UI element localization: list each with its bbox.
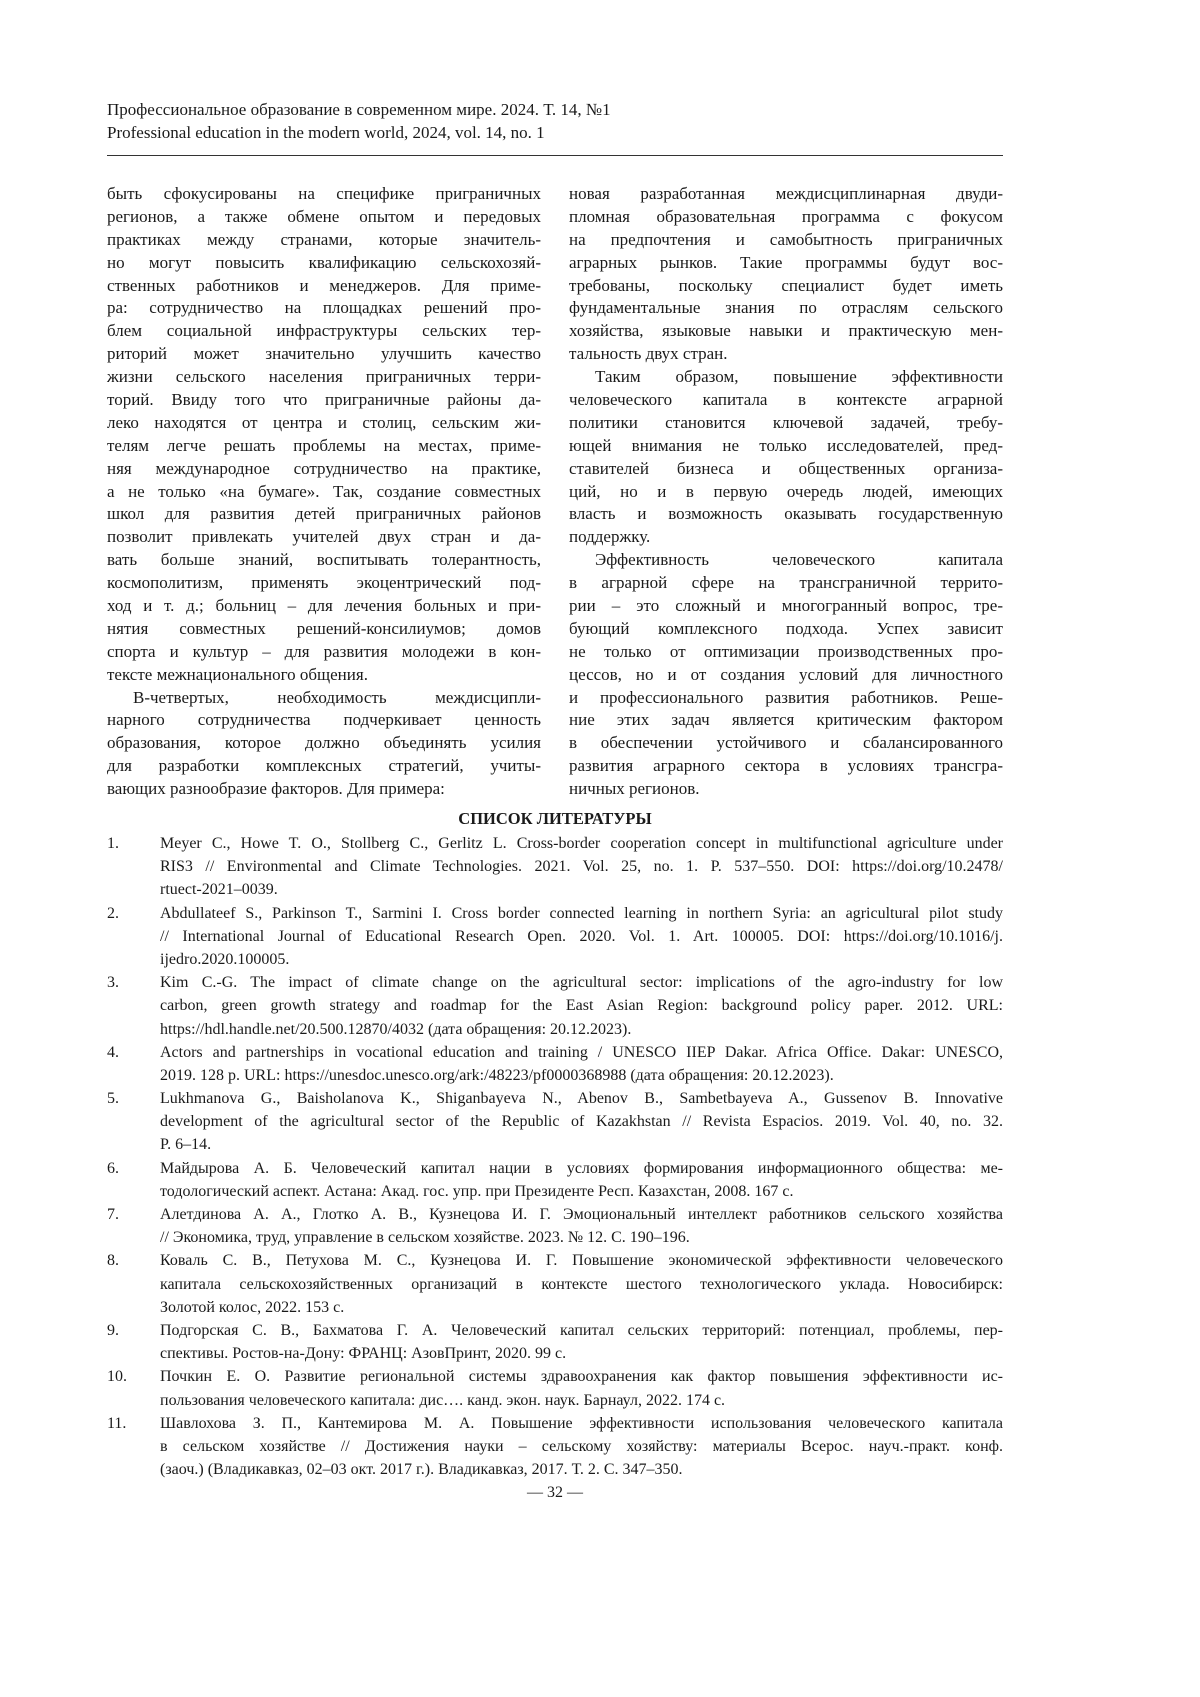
reference-item [107, 832, 1003, 902]
text-line: тексте межнационального общения. [107, 664, 541, 687]
text-line: В-четвертых, необходимость междисципли- [107, 687, 541, 710]
reference-line: пользования человеческого капитала: дис…. канд. экон. наук. Барнаул, 2022. 174 с. [160, 1389, 1003, 1412]
reference-line: // International Journal of Educational Research Open. 2020. Vol. 1. Art. 100005. DOI: https://doi.org/10.1016/j. [160, 925, 1003, 948]
text-line: ра: сотрудничество на площадках решений про- [107, 297, 541, 320]
reference-line: Actors and partnerships in vocational education and training / UNESCO IIEP Dakar. Africa Office. Dakar: UNESCO, [160, 1041, 1003, 1064]
text-line: ственных работников и менеджеров. Для приме- [107, 275, 541, 298]
reference-line: в сельском хозяйстве // Достижения науки – сельскому хозяйству: материалы Всерос. науч.-практ. конф. [160, 1435, 1003, 1458]
text-line: и профессионального развития работников. Реше- [569, 687, 1003, 710]
reference-item [107, 1157, 1003, 1203]
text-line: власть и возможность оказывать государственную [569, 503, 1003, 526]
reference-line: капитала сельскохозяйственных организаций в контексте шестого технологического уклада. Новосибирск: [160, 1273, 1003, 1296]
journal-title-ru: Профессиональное образование в современном мире. 2024. Т. 14, №1 [107, 98, 611, 121]
reference-item [107, 1319, 1003, 1365]
journal-title-en: Professional education in the modern world, 2024, vol. 14, no. 1 [107, 121, 611, 144]
text-line: ставителей бизнеса и общественных организа- [569, 458, 1003, 481]
reference-line: P. 6–14. [160, 1133, 1003, 1156]
body-column-right [569, 183, 1003, 801]
text-line: на предпочтения и самобытность приграничных [569, 229, 1003, 252]
reference-number: 4. [107, 1041, 119, 1064]
reference-number: 1. [107, 832, 119, 855]
reference-line: спективы. Ростов-на-Дону: ФРАНЦ: АзовПринт, 2020. 99 с. [160, 1342, 1003, 1365]
reference-item [107, 1203, 1003, 1249]
text-line: ние этих задач является критическим фактором [569, 709, 1003, 732]
reference-number: 7. [107, 1203, 119, 1226]
text-line: риторий может значительно улучшить качество [107, 343, 541, 366]
reference-line: Почкин Е. О. Развитие региональной системы здравоохранения как фактор повышения эффективности ис- [160, 1365, 1003, 1388]
text-line: вающих разнообразие факторов. Для примера: [107, 778, 541, 801]
text-line: школ для развития детей приграничных районов [107, 503, 541, 526]
text-line: позволит привлекать учителей двух стран и да- [107, 526, 541, 549]
reference-number: 5. [107, 1087, 119, 1110]
reference-line: Kim C.-G. The impact of climate change on the agricultural sector: implications of the agro-industry for low [160, 971, 1003, 994]
paragraph [107, 183, 541, 687]
text-line: леко находятся от центра и столиц, сельским жи- [107, 412, 541, 435]
paragraph [569, 549, 1003, 801]
text-line: нятия совместных решений-консилиумов; домов [107, 618, 541, 641]
reference-number: 9. [107, 1319, 119, 1342]
reference-line: Lukhmanova G., Baisholanova K., Shiganbayeva N., Abenov B., Sambetbayeva A., Gussenov B. Innovative [160, 1087, 1003, 1110]
text-line: хозяйства, языковые навыки и практическую мен- [569, 320, 1003, 343]
text-line: политики становится ключевой задачей, требу- [569, 412, 1003, 435]
reference-line: RIS3 // Environmental and Climate Technologies. 2021. Vol. 25, no. 1. P. 537–550. DOI: https://doi.org/10.2478/ [160, 855, 1003, 878]
text-line: регионов, а также обмене опытом и передовых [107, 206, 541, 229]
reference-line: https://hdl.handle.net/20.500.12870/4032 (дата обращения: 20.12.2023). [160, 1018, 1003, 1041]
text-line: пломная образовательная программа с фокусом [569, 206, 1003, 229]
text-line: торий. Ввиду того что приграничные районы да- [107, 389, 541, 412]
text-line: блем социальной инфраструктуры сельских тер- [107, 320, 541, 343]
reference-line: Abdullateef S., Parkinson T., Sarmini I. Cross border connected learning in northern Syria: an agricultural pilot study [160, 902, 1003, 925]
paragraph [569, 366, 1003, 549]
reference-line: Майдырова А. Б. Человеческий капитал нации в условиях формирования информационного общества: ме- [160, 1157, 1003, 1180]
reference-item [107, 902, 1003, 972]
body-column-left [107, 183, 541, 801]
reference-line: carbon, green growth strategy and roadmap for the East Asian Region: background policy paper. 2012. URL: [160, 994, 1003, 1017]
references-list [107, 832, 1003, 1481]
text-line: требованы, поскольку специалист будет иметь [569, 275, 1003, 298]
reference-item [107, 1041, 1003, 1087]
text-line: космополитизм, применять экоцентрический под- [107, 572, 541, 595]
text-line: быть сфокусированы на специфике приграничных [107, 183, 541, 206]
reference-line: // Экономика, труд, управление в сельском хозяйстве. 2023. № 12. С. 190–196. [160, 1226, 1003, 1249]
reference-number: 2. [107, 902, 119, 925]
reference-item [107, 1087, 1003, 1157]
text-line: ход и т. д.; больниц – для лечения больных и при- [107, 595, 541, 618]
text-line: развития аграрного сектора в условиях трансгра- [569, 755, 1003, 778]
text-line: ющей внимания не только исследователей, пред- [569, 435, 1003, 458]
reference-item [107, 1249, 1003, 1319]
text-line: рии – это сложный и многогранный вопрос, тре- [569, 595, 1003, 618]
text-line: ций, но и в первую очередь людей, имеющих [569, 481, 1003, 504]
text-line: для разработки комплексных стратегий, учиты- [107, 755, 541, 778]
paragraph [107, 687, 541, 801]
text-line: фундаментальные знания по отраслям сельского [569, 297, 1003, 320]
text-line: человеческого капитала в контексте аграрной [569, 389, 1003, 412]
text-line: спорта и культур – для развития молодежи в кон- [107, 641, 541, 664]
reference-item [107, 1412, 1003, 1482]
reference-number: 10. [107, 1365, 127, 1388]
text-line: цессов, но и от создания условий для личностного [569, 664, 1003, 687]
reference-line: Коваль С. В., Петухова М. С., Кузнецова И. Г. Повышение экономической эффективности человеческого [160, 1249, 1003, 1272]
reference-item [107, 971, 1003, 1041]
text-line: бующий комплексного подхода. Успех зависит [569, 618, 1003, 641]
text-line: няя международное сотрудничество на практике, [107, 458, 541, 481]
reference-number: 8. [107, 1249, 119, 1272]
reference-line: Meyer C., Howe T. O., Stollberg C., Gerlitz L. Cross-border cooperation concept in multifunctional agriculture under [160, 832, 1003, 855]
reference-line: Золотой колос, 2022. 153 с. [160, 1296, 1003, 1319]
reference-line: 2019. 128 p. URL: https://unesdoc.unesco.org/ark:/48223/pf0000368988 (дата обращения: 20.12.2023). [160, 1064, 1003, 1087]
reference-line: Шавлохова З. П., Кантемирова М. А. Повышение эффективности использования человеческого капитала [160, 1412, 1003, 1435]
text-line: телям легче решать проблемы на местах, приме- [107, 435, 541, 458]
reference-line: (заоч.) (Владикавказ, 02–03 окт. 2017 г.). Владикавказ, 2017. Т. 2. С. 347–350. [160, 1458, 1003, 1481]
reference-line: ijedro.2020.100005. [160, 948, 1003, 971]
text-line: вать больше знаний, воспитывать толерантность, [107, 549, 541, 572]
text-line: не только от оптимизации производственных про- [569, 641, 1003, 664]
text-line: тальность двух стран. [569, 343, 1003, 366]
text-line: нарного сотрудничества подчеркивает ценность [107, 709, 541, 732]
text-line: Таким образом, повышение эффективности [569, 366, 1003, 389]
text-line: в обеспечении устойчивого и сбалансированного [569, 732, 1003, 755]
journal-header [107, 98, 611, 144]
reference-number: 11. [107, 1412, 126, 1435]
reference-item [107, 1365, 1003, 1411]
page-number: — 32 — [0, 1484, 1110, 1502]
text-line: а не только «на бумаге». Так, создание совместных [107, 481, 541, 504]
reference-line: development of the agricultural sector of the Republic of Kazakhstan // Revista Espacios. 2019. Vol. 40, no. 32. [160, 1110, 1003, 1133]
reference-line: rtuect-2021–0039. [160, 878, 1003, 901]
reference-line: Алетдинова А. А., Глотко А. В., Кузнецова И. Г. Эмоциональный интеллект работников сельского хозяйства [160, 1203, 1003, 1226]
paragraph [569, 183, 1003, 366]
reference-line: тодологический аспект. Астана: Акад. гос. упр. при Президенте Респ. Казахстан, 2008. 167 с. [160, 1180, 1003, 1203]
text-line: ничных регионов. [569, 778, 1003, 801]
header-divider [107, 155, 1003, 156]
text-line: жизни сельского населения приграничных терри- [107, 366, 541, 389]
reference-number: 6. [107, 1157, 119, 1180]
references-heading: СПИСОК ЛИТЕРАТУРЫ [0, 809, 1110, 829]
text-line: в аграрной сфере на трансграничной террито- [569, 572, 1003, 595]
reference-line: Подгорская С. В., Бахматова Г. А. Человеческий капитал сельских территорий: потенциал, проблемы, пер- [160, 1319, 1003, 1342]
text-line: образования, которое должно объединять усилия [107, 732, 541, 755]
reference-number: 3. [107, 971, 119, 994]
text-line: поддержку. [569, 526, 1003, 549]
text-line: Эффективность человеческого капитала [569, 549, 1003, 572]
text-line: но могут повысить квалификацию сельскохозяй- [107, 252, 541, 275]
text-line: практиках между странами, которые значитель- [107, 229, 541, 252]
text-line: новая разработанная междисциплинарная двуди- [569, 183, 1003, 206]
text-line: аграрных рынков. Такие программы будут вос- [569, 252, 1003, 275]
